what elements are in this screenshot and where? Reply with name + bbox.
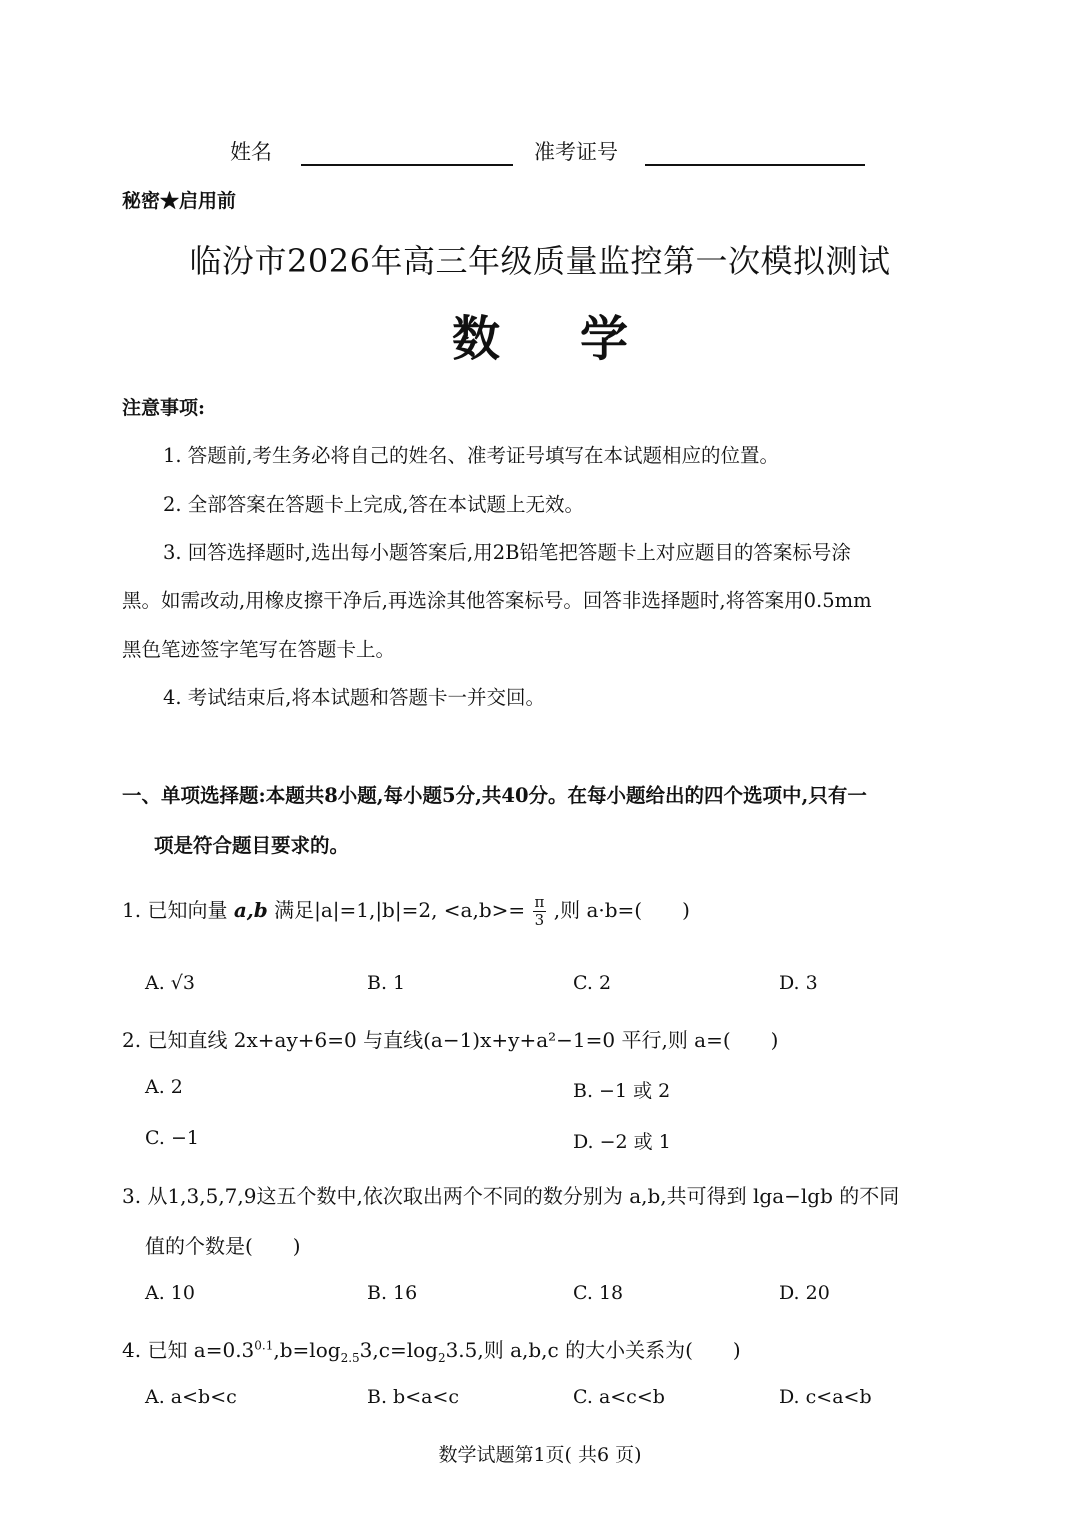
ticket-blank-line [645,138,865,166]
q3-option-a: A. 10 [145,1282,195,1304]
q4-suffix: 3.5,则 a,b,c 的大小关系为( ) [445,1338,741,1362]
q1-option-d: D. 3 [779,972,818,994]
q4-mid-2: 3,c=log [359,1338,438,1362]
q4-mid-1: ,b=log [273,1338,341,1362]
q1-option-a: A. √3 [145,972,195,994]
note-item-1: 1. 答题前,考生务必将自己的姓名、准考证号填写在本试题相应的位置。 [163,444,780,467]
q1-fraction-numerator: π [534,893,545,911]
q2-option-b: B. −1 或 2 [573,1080,671,1102]
confidential-mark: 秘密★启用前 [122,190,237,212]
q4-option-d: D. c<a<b [779,1386,872,1408]
ticket-label: 准考证号 [534,140,618,164]
q4-option-c: C. a<c<b [573,1386,665,1408]
section-1-heading-line-2: 项是符合题目要求的。 [154,834,350,857]
q1-suffix: ,则 a·b=( ) [553,898,690,922]
name-field [230,136,513,166]
name-blank-line [301,138,513,166]
question-3-stem-line-2: 值的个数是( ) [145,1234,301,1258]
q4-option-b: B. b<a<c [367,1386,460,1408]
ticket-field [534,136,865,166]
q1-condition: 满足|a|=1,|b|=2, <a,b>= [274,898,526,922]
q2-option-d: D. −2 或 1 [573,1131,671,1153]
note-item-2: 2. 全部答案在答题卡上完成,答在本试题上无效。 [163,493,585,516]
q4-exponent: 0.1 [254,1338,274,1353]
q4-log-base-2: 2 [437,1351,446,1365]
question-4-stem [122,1334,741,1365]
q3-option-b: B. 16 [367,1282,418,1304]
q2-option-a: A. 2 [145,1076,183,1098]
section-1-heading-line-1: 一、单项选择题:本题共8小题,每小题5分,共40分。在每小题给出的四个选项中,只有一 [122,784,867,807]
name-label: 姓名 [230,140,272,164]
q1-fraction [533,895,547,928]
note-item-3-line-2: 黑。如需改动,用橡皮擦干净后,再选涂其他答案标号。回答非选择题时,将答案用0.5mm [122,589,872,612]
q3-option-c: C. 18 [573,1282,624,1304]
subject-title: 数学 [451,311,708,367]
question-2-stem: 2. 已知直线 2x+ay+6=0 与直线(a−1)x+y+a²−1=0 平行,则 a=( ) [122,1028,779,1052]
q1-prefix: 1. 已知向量 [122,898,228,922]
q4-log-base-1: 2.5 [340,1351,360,1365]
note-item-4: 4. 考试结束后,将本试题和答题卡一并交回。 [163,686,546,709]
question-3-stem-line-1: 3. 从1,3,5,7,9这五个数中,依次取出两个不同的数分别为 a,b,共可得到 lga−lgb 的不同 [122,1184,900,1208]
q1-vectors: a,b [233,898,268,922]
note-item-3-line-3: 黑色笔迹签字笔写在答题卡上。 [122,638,396,661]
q2-option-c: C. −1 [145,1127,199,1149]
q4-prefix: 4. 已知 a=0.3 [122,1338,255,1362]
page-footer: 数学试题第1页( 共6 页) [438,1444,642,1466]
q1-fraction-denominator: 3 [534,911,545,929]
question-1-stem [122,890,690,930]
q1-option-c: C. 2 [573,972,612,994]
q1-option-b: B. 1 [367,972,406,994]
exam-title: 临汾市2026年高三年级质量监控第一次模拟测试 [189,242,891,280]
q3-option-d: D. 20 [779,1282,830,1304]
q4-option-a: A. a<b<c [145,1386,237,1408]
notes-heading: 注意事项: [122,397,206,419]
note-item-3-line-1: 3. 回答选择题时,选出每小题答案后,用2B铅笔把答题卡上对应题目的答案标号涂 [163,541,851,564]
